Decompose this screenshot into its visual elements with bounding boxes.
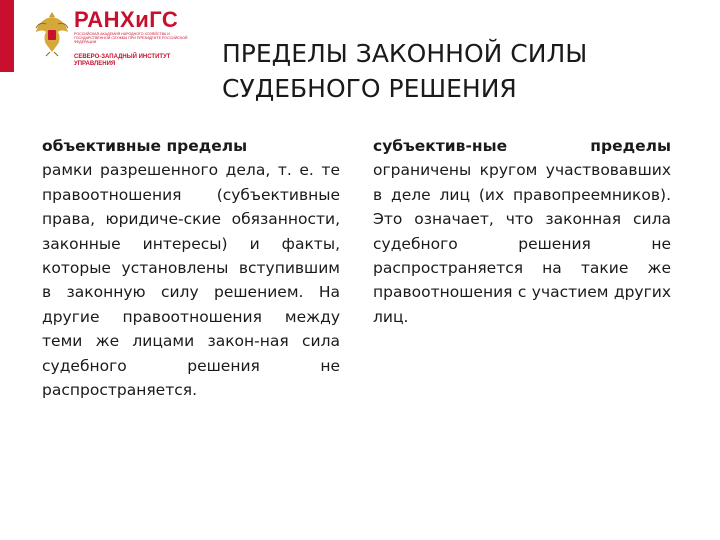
logo-branch-name: СЕВЕРО-ЗАПАДНЫЙ ИНСТИТУТ УПРАВЛЕНИЯ (74, 54, 171, 67)
ranepa-logo (28, 6, 188, 70)
logo-full-name: РОССИЙСКАЯ АКАДЕМИЯ НАРОДНОГО ХОЗЯЙСТВА И ГОСУДАРСТВЕННОЙ СЛУЖБЫ ПРИ ПРЕЗИДЕНТЕ РОССИЙСКОЙ ФЕДЕРАЦИИ (74, 32, 188, 45)
slide-title-line-1: ПРЕДЕЛЫ ЗАКОННОЙ СИЛЫ (222, 39, 588, 68)
left-column-heading: объективные пределы (42, 137, 248, 155)
right-column-heading: субъектив-ные пределы (373, 137, 671, 155)
left-column-text: рамки разрешенного дела, т. е. те правоотношения (субъективные права, юридиче-ские обязанности, законные интересы) и факты, которые установлены вступившим в законную силу решением. На другие правоотношения между теми же лицами закон-ная сила судебного решения не распространяется. (42, 161, 340, 400)
left-column (42, 134, 340, 402)
right-column-text: ограничены кругом участвовавших в деле лиц (их правопреемников). Это означает, что законная сила судебного решения не распространяется на такие же правоотношения с участием других лиц. (373, 161, 671, 326)
slide-title (222, 36, 702, 106)
right-column (373, 134, 671, 329)
slide-title-line-2: СУДЕБНОГО РЕШЕНИЯ (222, 74, 517, 103)
accent-bar (0, 0, 14, 72)
double-headed-eagle-icon (32, 8, 72, 58)
logo-abbreviation: РАНХиГС (74, 7, 179, 32)
